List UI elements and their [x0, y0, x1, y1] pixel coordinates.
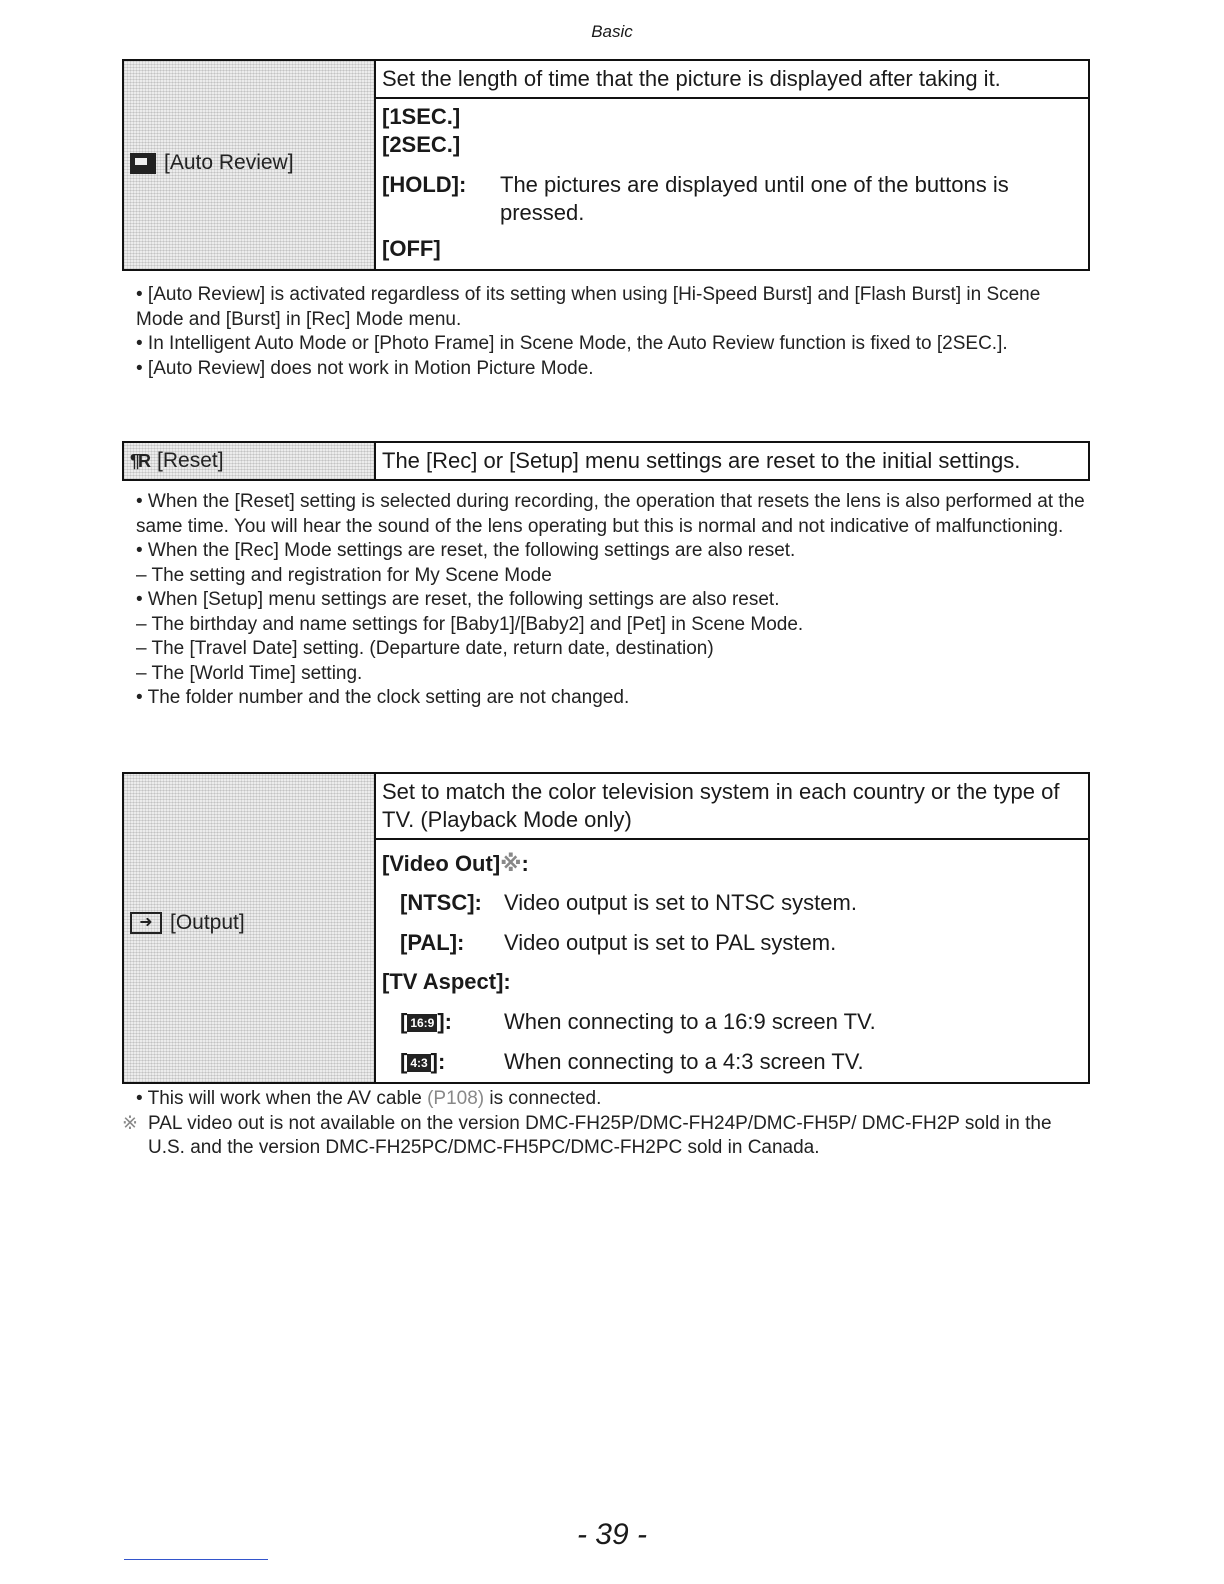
option-value: Video output is set to PAL system. [504, 930, 837, 955]
note-item: • In Intelligent Auto Mode or [Photo Frame] in Scene Mode, the Auto Review function is fixed to [2SEC.]. [136, 333, 1008, 354]
note-item: • [Auto Review] is activated regardless of its setting when using [Hi-Speed Burst] and [Flash Burst] in Scene Mode and [Burst] in [Rec] Mode menu. [136, 284, 1041, 330]
option-row [382, 889, 1082, 917]
note-suffix: is connected. [484, 1088, 602, 1109]
bottom-rule [124, 1559, 268, 1560]
video-out-heading [382, 850, 1082, 878]
option-key: [1SEC.] [382, 104, 461, 129]
option-row [382, 171, 1082, 227]
note-item: • [Auto Review] does not work in Motion Picture Mode. [136, 357, 594, 379]
video-out-colon: : [521, 851, 529, 876]
output-description: Set to match the color television system in each country or the type of TV. (Playback Mode only) [375, 773, 1089, 839]
option-key: [NTSC]: [400, 890, 482, 915]
reset-description: The [Rec] or [Setup] menu settings are reset to the initial settings. [375, 442, 1089, 480]
option-key: [OFF] [382, 236, 441, 261]
option-row [382, 235, 1082, 263]
output-label-cell [123, 773, 375, 1083]
auto-review-description: Set the length of time that the picture is displayed after taking it. [375, 60, 1089, 98]
reset-label: [Reset] [157, 449, 224, 472]
auto-review-label-cell [123, 60, 375, 270]
option-row [382, 1008, 1082, 1036]
option-value: When connecting to a 4:3 screen TV. [504, 1049, 864, 1074]
reset-icon: ¶R [130, 450, 150, 471]
footnote-text: PAL video out is not available on the version DMC-FH25P/DMC-FH24P/DMC-FH5P/ DMC-FH2P sold in the U.S. and the version DMC-FH25PC/DMC-FH5PC/DMC-FH2PC sold in Canada. [148, 1112, 1052, 1158]
auto-review-label: [Auto Review] [164, 151, 294, 174]
aspect-16-9-icon: 16:9 [407, 1014, 437, 1032]
option-key: [PAL]: [400, 930, 465, 955]
output-label: [Output] [170, 911, 245, 934]
option-row [382, 929, 1082, 957]
note-subitem: – The [World Time] setting. [136, 662, 363, 684]
option-value: Video output is set to NTSC system. [504, 890, 857, 915]
note-item: • When the [Rec] Mode settings are reset, the following settings are also reset. [136, 540, 796, 561]
option-value: The pictures are displayed until one of the buttons is pressed. [500, 172, 1009, 225]
note-subitem: – The [Travel Date] setting. (Departure date, return date, destination) [136, 638, 714, 659]
note-item [136, 1087, 1091, 1112]
auto-review-options [375, 98, 1089, 270]
reset-label-cell [123, 442, 375, 480]
output-options [375, 839, 1089, 1083]
option-key: [2SEC.] [382, 132, 461, 157]
auto-review-table [122, 59, 1090, 271]
page-reference: (P108) [427, 1088, 485, 1109]
footnote [122, 1112, 1091, 1161]
footnote-mark: ※ [122, 1112, 138, 1134]
output-table [122, 772, 1090, 1084]
auto-review-icon [130, 153, 156, 174]
option-key: [ 4:3 ]: [400, 1049, 446, 1074]
tv-aspect-heading: [TV Aspect]: [382, 969, 511, 994]
video-out-label: [Video Out] [382, 851, 501, 876]
reset-table [122, 441, 1090, 481]
note-item: • When [Setup] menu settings are reset, the following settings are also reset. [136, 589, 780, 610]
page-number: - 39 - [576, 1518, 648, 1551]
note-prefix: • This will work when the AV cable [136, 1088, 428, 1109]
section-label: Basic [591, 22, 633, 41]
video-out-mark: ※ [500, 851, 522, 876]
auto-review-notes [136, 283, 1091, 381]
output-icon: ➜ [130, 912, 162, 934]
note-item: • When the [Reset] setting is selected during recording, the operation that resets the lens is also performed at the same time. You will hear the sound of the lens operating but this is normal and not indicative of malfunctioning. [136, 491, 1085, 537]
note-subitem: – The birthday and name settings for [Baby1]/[Baby2] and [Pet] in Scene Mode. [136, 613, 804, 635]
note-item: • The folder number and the clock setting are not changed. [136, 687, 630, 708]
option-row [382, 1048, 1082, 1076]
option-row [382, 131, 1082, 159]
option-key: [ 16:9 ]: [400, 1009, 453, 1034]
reset-notes [136, 490, 1091, 711]
note-subitem: – The setting and registration for My Scene Mode [136, 564, 552, 586]
option-row [382, 103, 1082, 131]
aspect-4-3-icon: 4:3 [407, 1054, 430, 1072]
option-key: [HOLD]: [382, 172, 467, 197]
output-notes [122, 1087, 1091, 1161]
option-value: When connecting to a 16:9 screen TV. [504, 1009, 876, 1034]
